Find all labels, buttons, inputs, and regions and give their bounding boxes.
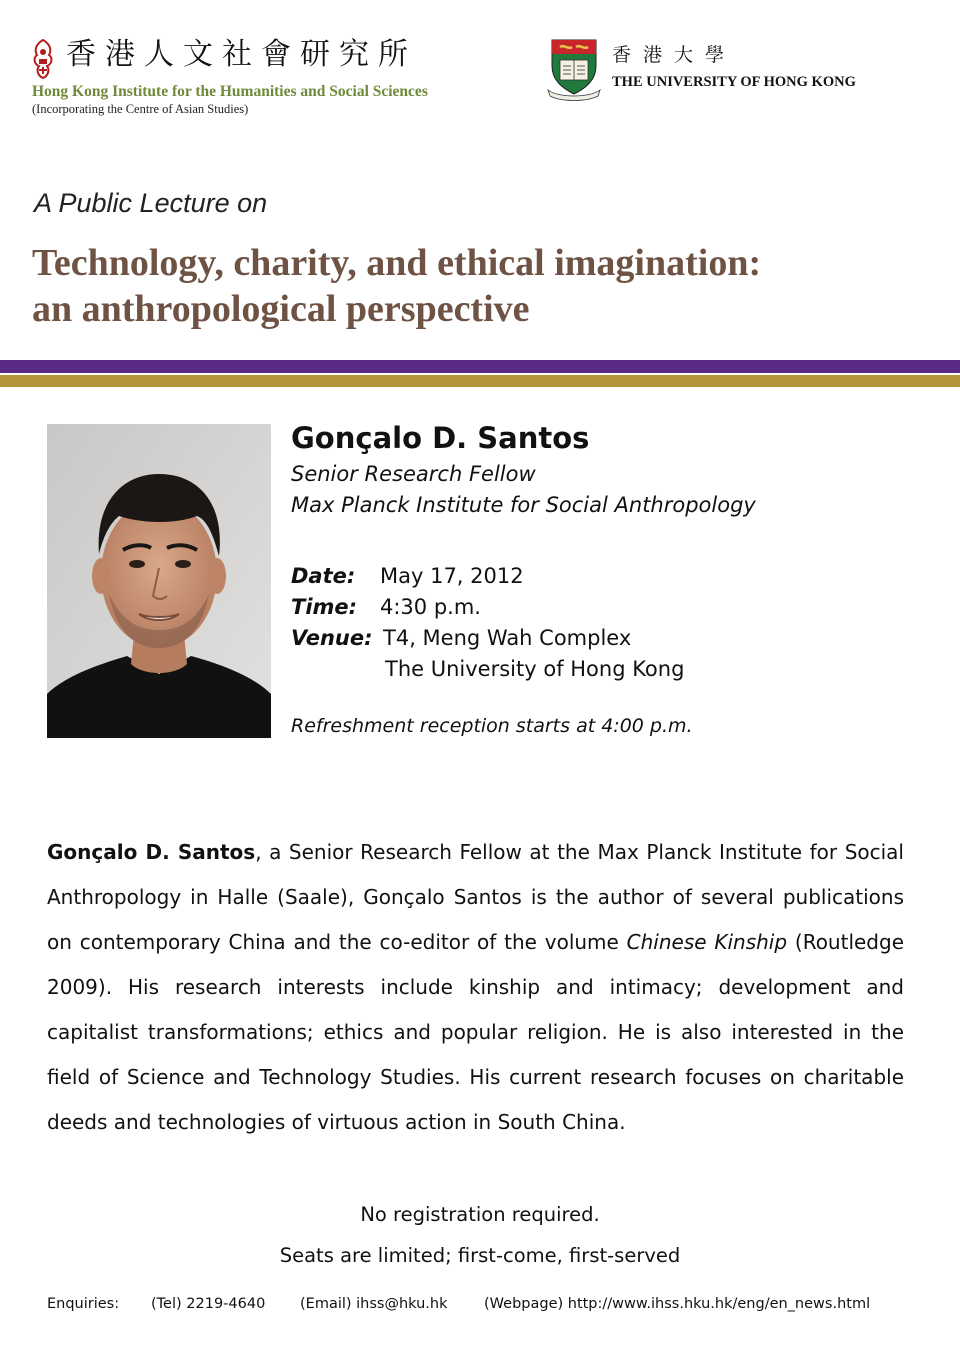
hku-chinese-name: 香港大學 [612,44,737,66]
ihss-english-name: Hong Kong Institute for the Humanities and Social Sciences [32,83,428,100]
bio-speaker-name: Gonçalo D. Santos [47,840,256,864]
bio-book-title: Chinese Kinship [626,930,788,954]
registration-note: No registration required. [360,1203,600,1226]
enquiries-email: (Email) ihss@hku.hk [300,1296,448,1312]
ihss-seal-icon [30,38,56,80]
lecture-title-line-1: Technology, charity, and ethical imagination: [32,242,762,284]
speaker-photo [47,424,271,738]
lecture-title [32,240,932,332]
lecture-title-line-2: an anthropological perspective [32,288,530,330]
seats-note: Seats are limited; first-come, first-served [279,1244,681,1267]
bio-text-part-1: , a Senior Research Fellow at the Max Planck Institute for Social Anthropology in Halle (Saale), Gonçalo Santos is the author of several publications on contemporary China and the co-editor of the volume [47,840,904,954]
gold-divider-band [0,375,960,387]
refreshment-note: Refreshment reception starts at 4:00 p.m. [291,715,693,737]
enquiries-webpage: (Webpage) http://www.ihss.hku.hk/eng/en_news.html [484,1296,871,1312]
date-value: May 17, 2012 [380,564,524,588]
speaker-position: Senior Research Fellow [291,462,536,486]
bio-text-part-2: (Routledge 2009). His research interests include kinship and intimacy; development and capitalist transformations; ethics and popular religion. He is also interested in the field of Science and Technology Studies. His current research focuses on charitable deeds and technologies of virtuous action in South China. [47,930,904,1134]
venue-label: Venue: [291,626,373,650]
date-label: Date: [291,564,356,588]
speaker-bio [47,830,904,1145]
enquiries-label: Enquiries: [47,1296,120,1312]
venue-line-2: The University of Hong Kong [385,657,685,681]
time-value: 4:30 p.m. [380,595,481,619]
ihss-subtitle: (Incorporating the Centre of Asian Studies) [32,102,249,116]
ihss-chinese-name: 香港人文社會研究所 [66,37,417,72]
speaker-institute: Max Planck Institute for Social Anthropology [291,493,756,517]
hku-crest-icon [546,36,602,102]
enquiries-tel: (Tel) 2219-4640 [151,1296,266,1312]
hku-english-name: THE UNIVERSITY OF HONG KONG [612,74,856,90]
purple-divider-band [0,360,960,373]
speaker-name: Gonçalo D. Santos [291,421,590,455]
lecture-intro: A Public Lecture on [34,188,268,218]
venue-line-1: T4, Meng Wah Complex [383,626,632,650]
time-label: Time: [291,595,358,619]
